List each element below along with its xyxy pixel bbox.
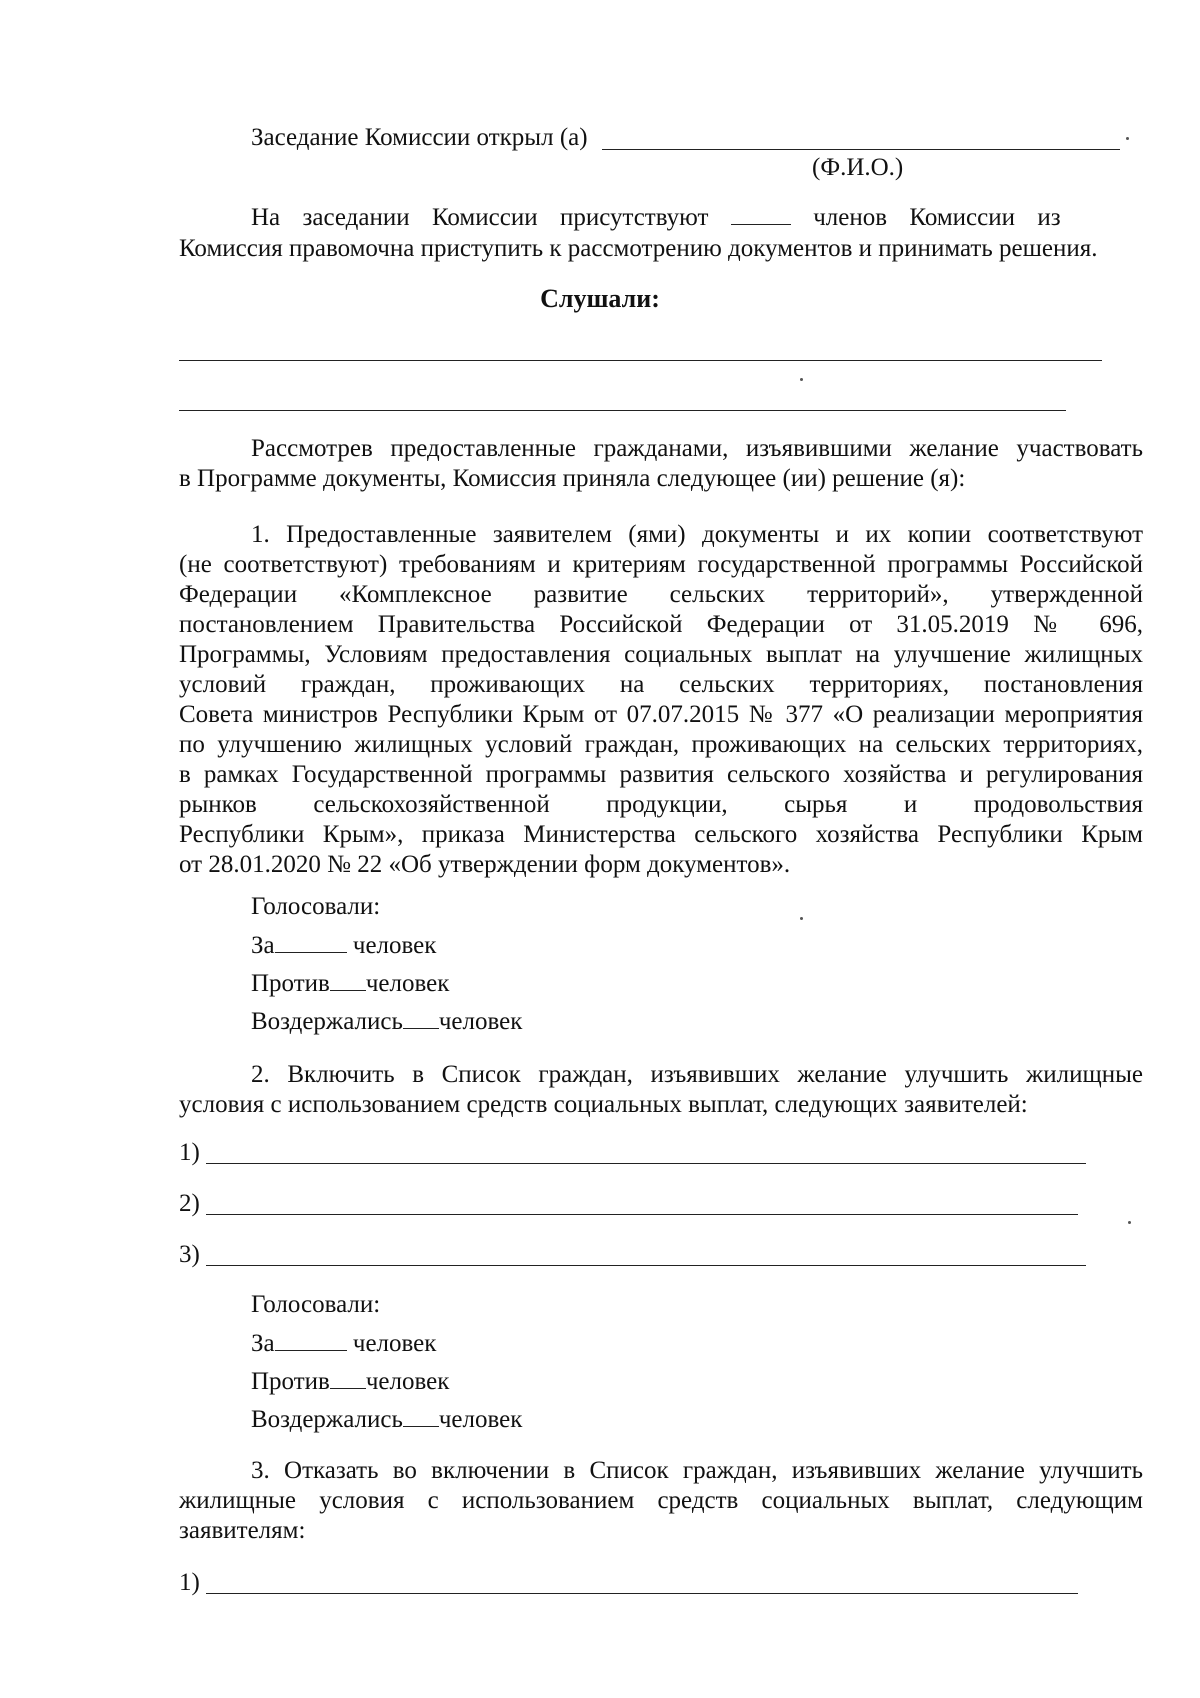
decision3-line-1: 3. Отказать во включении в Список граждан, изъявивших желание улучшить	[251, 1457, 1143, 1484]
decision3-item-1-blank	[206, 1593, 1078, 1594]
scan-speck	[800, 917, 803, 920]
fio-caption: (Ф.И.О.)	[812, 154, 904, 181]
heard-blank-2	[179, 410, 1066, 411]
vote1-against-row: Против человек	[251, 970, 450, 997]
vote2-for-blank	[275, 1328, 347, 1351]
decision1-line-7: Совета министров Республики Крым от 07.07.2015 № 377 «О реализации мероприятия	[179, 701, 1143, 728]
decision2-item-3-blank	[206, 1265, 1086, 1266]
opening-line	[251, 123, 588, 153]
decision1-line-12: от 28.01.2020 № 22 «Об утверждении форм документов».	[179, 851, 791, 878]
scan-speck	[1126, 137, 1129, 140]
attendance-line-2: Комиссия правомочна приступить к рассмотрению документов и принимать решения.	[179, 235, 1098, 262]
members-present-blank	[731, 202, 791, 225]
decision3-line-3: заявителям:	[179, 1517, 306, 1544]
opening-label: Заседание Комиссии открыл (а)	[251, 124, 588, 151]
decision2-item-1-blank	[206, 1163, 1086, 1164]
decision1-line-2: (не соответствуют) требованиям и критериям государственной программы Российской	[179, 551, 1143, 578]
vote1-for-blank	[275, 930, 347, 953]
decision2-item-2-blank	[206, 1214, 1078, 1215]
vote2-abstain-blank	[403, 1404, 439, 1427]
vote2-title: Голосовали:	[251, 1291, 381, 1318]
decision1-line-6: условий граждан, проживающих на сельских территориях, постановления	[179, 671, 1143, 698]
scan-speck	[800, 378, 803, 381]
vote2-for-row: За человек	[251, 1330, 437, 1357]
decision3-item-1: 1)	[179, 1569, 200, 1596]
vote2-against-blank	[330, 1366, 366, 1389]
decision3-line-2: жилищные условия с использованием средств социальных выплат, следующим	[179, 1487, 1143, 1514]
decision1-line-5: Программы, Условиям предоставления социальных выплат на улучшение жилищных	[179, 641, 1143, 668]
decision1-line-3: Федерации «Комплексное развитие сельских территорий», утвержденной	[179, 581, 1143, 608]
attendance-line-1: На заседании Комиссии присутствуют членов Комиссии из	[251, 202, 1143, 233]
decision1-line-9: в рамках Государственной программы развития сельского хозяйства и регулирования	[179, 761, 1143, 788]
members-total-blank	[1083, 202, 1143, 225]
vote2-against-row: Против человек	[251, 1368, 450, 1395]
decision1-line-11: Республики Крым», приказа Министерства сельского хозяйства Республики Крым	[179, 821, 1143, 848]
decision2-line-2: условия с использованием средств социальных выплат, следующих заявителей:	[179, 1091, 1028, 1118]
decision1-line-10: рынков сельскохозяйственной продукции, сырья и продовольствия	[179, 791, 1143, 818]
scan-speck	[1128, 1221, 1131, 1224]
heard-title: Слушали:	[540, 284, 660, 313]
decision2-item-3: 3)	[179, 1241, 200, 1268]
review-line-2: в Программе документы, Комиссия приняла следующее (ии) решение (я):	[179, 465, 966, 492]
decision1-line-1: 1. Предоставленные заявителем (ями) документы и их копии соответствуют	[251, 521, 1143, 548]
vote1-abstain-blank	[403, 1006, 439, 1029]
review-line-1: Рассмотрев предоставленные гражданами, изъявившими желание участвовать	[251, 435, 1143, 462]
decision2-item-2: 2)	[179, 1190, 200, 1217]
vote1-against-blank	[330, 968, 366, 991]
heard-blank-1	[179, 360, 1102, 361]
decision2-line-1: 2. Включить в Список граждан, изъявивших желание улучшить жилищные	[251, 1061, 1143, 1088]
vote1-title: Голосовали:	[251, 893, 381, 920]
decision1-line-8: по улучшению жилищных условий граждан, проживающих на сельских территориях,	[179, 731, 1143, 758]
vote1-abstain-row: Воздержались человек	[251, 1008, 523, 1035]
vote2-abstain-row: Воздержались человек	[251, 1406, 523, 1433]
chair-name-blank	[602, 149, 1120, 150]
decision2-item-1: 1)	[179, 1139, 200, 1166]
vote1-for-row: За человек	[251, 932, 437, 959]
decision1-line-4: постановлением Правительства Российской Федерации от 31.05.2019 № 696,	[179, 611, 1143, 638]
